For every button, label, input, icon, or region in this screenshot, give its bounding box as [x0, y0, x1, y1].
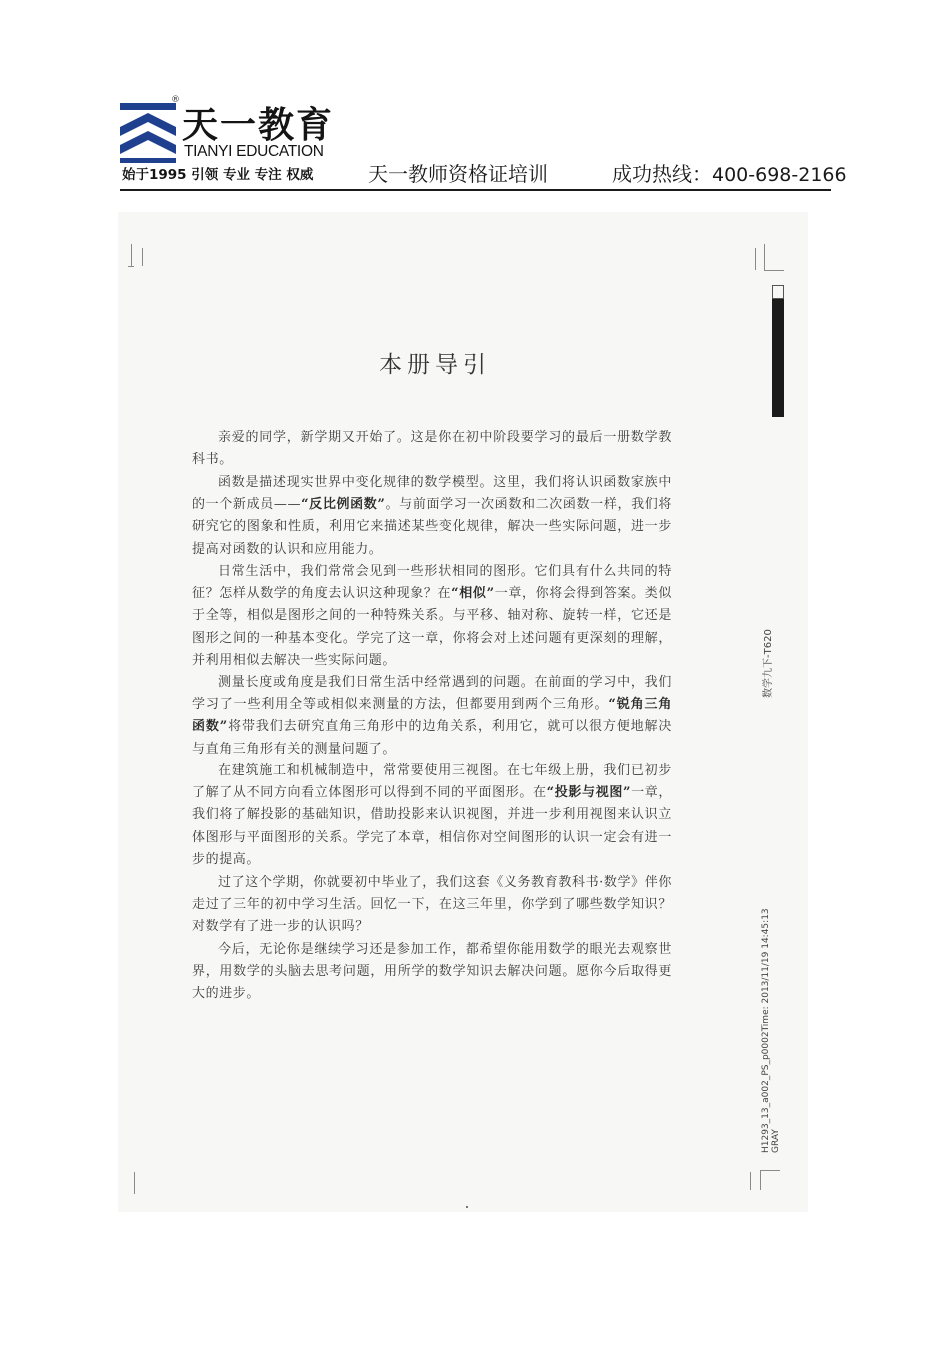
- page-header: [0, 0, 950, 200]
- paragraph-text: 日常生活中，我们常常会见到一些形状相同的图形。它们具有什么共同的特征？怎样从数学的角度去认识这种现象？在: [192, 564, 672, 602]
- registration-bar-notch: [772, 285, 784, 299]
- margin-code-print-info: [761, 908, 781, 1153]
- paragraph-text: 在建筑施工和机械制造中，常常要使用三视图。在七年级上册，我们已初步了解了从不同方向看立体图形可以得到不同的平面图形。在: [192, 763, 672, 801]
- document-title: 本册导引: [379, 352, 491, 378]
- paragraph-4: [192, 672, 672, 761]
- paragraph-text: 将带我们去研究直角三角形中的边角关系，利用它，就可以很方便地解决与直角三角形有关的测量问题了。: [192, 719, 672, 757]
- paragraph-6: [192, 872, 672, 939]
- paragraph-text: 今后，无论你是继续学习还是参加工作，都希望你能用数学的眼光去观察世界，用数学的头脑去思考问题，用所学的数学知识去解决问题。愿你今后取得更大的进步。: [192, 942, 672, 1002]
- bold-chapter-name: “锐角三角函数”: [192, 697, 672, 735]
- paragraph-text: 一章，我们将了解投影的基础知识，借助投影来认识视图，并进一步利用视图来认识立体图形与平面图形的关系。学完了本章，相信你对空间图形的认识一定会有进一步的提高。: [192, 785, 672, 867]
- bold-chapter-name: “投影与视图”: [546, 785, 632, 801]
- paragraph-3: [192, 561, 672, 672]
- crop-mark-bottom-right: [750, 1172, 751, 1190]
- paragraph-text: 测量长度或角度是我们日常生活中经常遇到的问题。在前面的学习中，我们学习了一些利用全等或相似来测量的方法，但都要用到两个三角形。: [192, 675, 672, 713]
- print-info-line-2: GRAY: [771, 1129, 781, 1153]
- crop-mark-top-left: [131, 244, 132, 266]
- margin-code-volume: 数学九下-T620: [763, 629, 774, 698]
- logo-name-en: TIANYI EDUCATION: [184, 143, 324, 160]
- crop-mark-bottom-left: [134, 1172, 135, 1194]
- print-info-line-1: H1293_13_a002_PS_p0002Time: 2013/11/19 14:45:13: [761, 908, 771, 1153]
- paragraph-5: [192, 760, 672, 871]
- crop-mark-bottom-right-h: [760, 1170, 780, 1171]
- hotline-label: 成功热线：: [612, 162, 712, 186]
- crop-mark-top-right-h: [764, 270, 784, 271]
- logo-slogan: 始于1995 引领 专业 专注 权威: [122, 167, 314, 183]
- paragraph-text: 亲爱的同学，新学期又开始了。这是你在初中阶段要学习的最后一册数学教科书。: [192, 430, 672, 468]
- paragraph-1: [192, 427, 672, 471]
- bold-chapter-name: “反比例函数”: [301, 497, 386, 513]
- header-tagline: 天一教师资格证培训: [368, 162, 548, 186]
- page-dot: [466, 1206, 468, 1208]
- paragraph-text: 一章，你将会得到答案。类似于全等，相似是图形之间的一种特殊关系。与平移、轴对称、旋转一样，它还是图形之间的一种基本变化。学完了这一章，你将会对上述问题有更深刻的理解，并利用相似去解决一些实际问题。: [192, 586, 672, 668]
- header-hotline: [612, 161, 847, 188]
- crop-mark-bottom-right-2: [760, 1170, 761, 1190]
- header-divider: [120, 189, 831, 191]
- bold-chapter-name: “相似”: [451, 586, 495, 602]
- registration-bar: [772, 285, 784, 417]
- crop-mark-top-right: [755, 248, 756, 270]
- crop-mark-top-left-2: [142, 248, 143, 266]
- logo-name-cn: 天一教育: [182, 105, 335, 146]
- tianyi-logo-icon: [120, 103, 176, 163]
- hotline-number: 400-698-2166: [712, 164, 847, 186]
- paragraph-7: [192, 939, 672, 1006]
- registered-mark: ®: [171, 95, 180, 105]
- paragraph-2: [192, 472, 672, 561]
- crop-mark-top-left-base: [128, 266, 134, 267]
- crop-mark-top-right-2: [764, 244, 765, 270]
- paragraph-text: 函数是描述现实世界中变化规律的数学模型。这里，我们将认识函数家族中的一个新成员——: [192, 475, 672, 513]
- paragraph-text: 。与前面学习一次函数和二次函数一样，我们将研究它的图象和性质，利用它来描述某些变化规律，解决一些实际问题，进一步提高对函数的认识和应用能力。: [192, 497, 672, 557]
- paragraph-text: 过了这个学期，你就要初中毕业了，我们这套《义务教育教科书·数学》伴你走过了三年的初中学习生活。回忆一下，在这三年里，你学到了哪些数学知识？对数学有了进一步的认识吗？: [192, 875, 672, 935]
